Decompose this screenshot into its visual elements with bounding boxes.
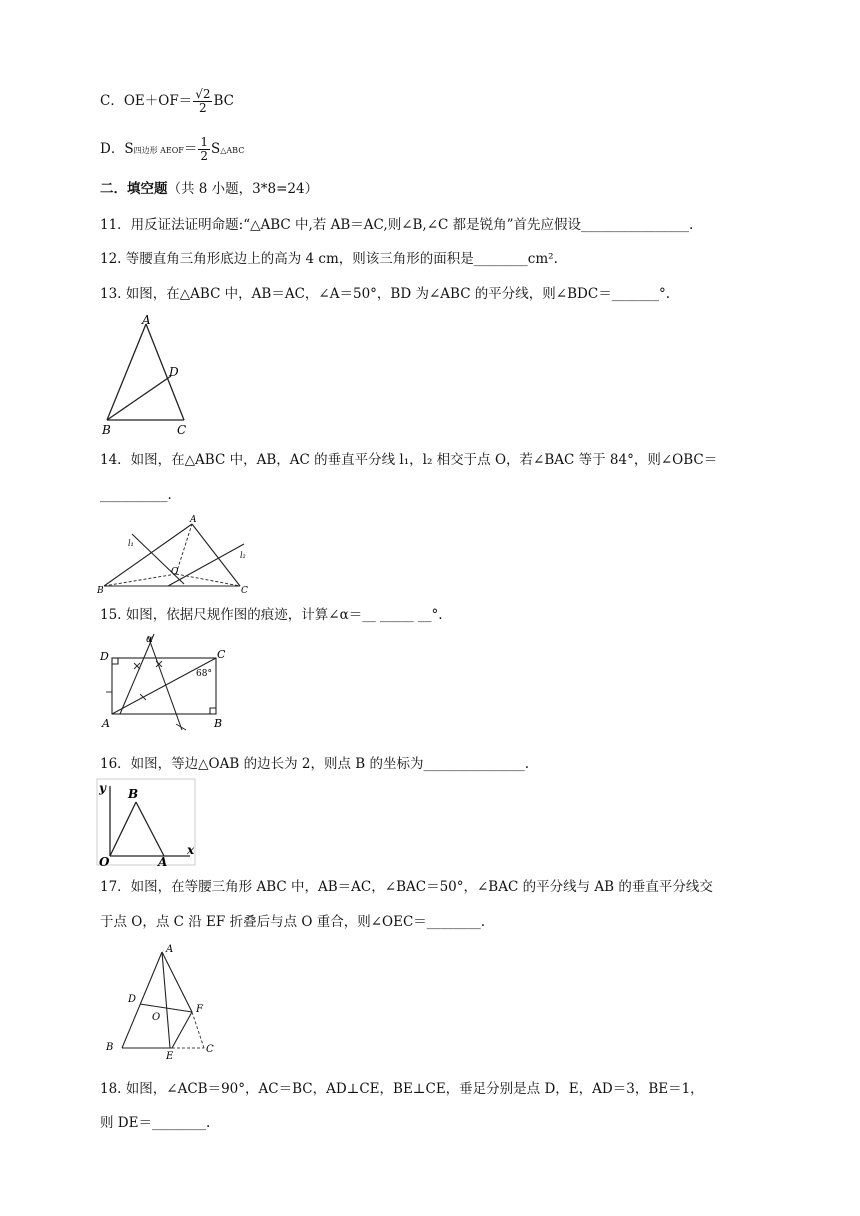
fig17-label-c: C [206,1044,214,1055]
fig16-label-x: x [187,843,195,857]
fig17-label-a: A [166,944,174,955]
option-d-numerator: 1 [200,135,208,149]
option-d-fraction [198,136,210,163]
option-d-sub2: △ABC [220,146,245,155]
option-c-numerator: √2 [195,87,211,101]
question-17-line1: 17．如图，在等腰三角形 ABC 中，AB＝AC，∠BAC＝50°，∠BAC 的平分线与 AB 的垂直平分线交 [100,879,713,895]
question-17-line2: 于点 O，点 C 沿 EF 折叠后与点 O 重合，则∠OEC＝________. [100,914,486,930]
fig14-label-a: A [190,515,197,525]
fig17-label-o: O [152,1012,161,1023]
section-heading [100,180,318,198]
fig14-label-l2: l₂ [240,551,246,560]
option-d-prefix: D．S [100,141,134,157]
figure-16 [96,778,198,868]
section-note: （共 8 小题，3*8=24） [167,181,319,197]
fig16-label-y: y [99,781,106,795]
fig16-label-o: O [99,855,110,868]
figure-13 [98,312,198,438]
fig15-label-a: A [102,717,110,730]
question-15: 15. 如图，依据尺规作图的痕迹，计算∠α＝__ _____ __°. [100,607,443,623]
fig14-label-o: O [171,567,179,577]
option-c-suffix: BC [213,93,234,109]
figure-15 [96,630,232,734]
question-13: 13. 如图，在△ABC 中，AB＝AC，∠A＝50°，BD 为∠ABC 的平分线，则∠BDC＝_______°. [100,286,670,302]
fig15-label-alpha: α [146,634,153,645]
fig14-label-c: C [241,586,248,596]
fig15-label-c: C [217,648,226,661]
option-d-suffix: S [211,141,221,157]
fig13-label-b: B [102,423,111,437]
option-c-denominator: 2 [199,101,207,115]
fig16-label-a: A [158,855,168,868]
fig15-label-d: D [100,650,109,663]
figure-14 [92,512,258,596]
section-title: 二．填空题 [100,181,168,197]
fig17-label-b: B [106,1042,114,1053]
fig17-label-f: F [196,1004,203,1015]
option-d-denominator: 2 [200,149,208,163]
option-c-prefix: C．OE＋OF＝ [100,93,193,109]
question-12: 12. 等腰直角三角形底边上的高为 4 cm，则该三角形的面积是________cm². [100,251,558,267]
fig15-label-angle: 68° [196,669,212,679]
fig13-label-d: D [169,365,179,379]
question-18-line1: 18. 如图，∠ACB＝90°，AC＝BC，AD⊥CE，BE⊥CE，垂足分别是点 D，E，AD＝3，BE＝1， [100,1081,704,1097]
question-14-line1: 14．如图，在△ABC 中，AB，AC 的垂直平分线 l₁，l₂ 相交于点 O，若∠BAC 等于 84°，则∠OBC＝ [100,452,718,468]
fig13-label-a: A [142,313,151,327]
option-c-fraction [193,88,212,115]
fig16-label-b: B [128,787,139,801]
option-c [100,88,234,115]
fig14-label-l1: l₁ [128,539,134,548]
fig17-label-e: E [166,1051,174,1060]
question-16: 16．如图，等边△OAB 的边长为 2，则点 B 的坐标为_______________. [100,756,530,772]
question-14-line2: __________. [100,487,172,503]
fig14-label-b: B [97,586,104,596]
fig17-label-d: D [128,994,137,1005]
option-d-mid: ＝ [183,141,198,157]
fig15-label-b: B [214,717,223,730]
option-d-sub1: 四边形 AEOF [133,146,184,155]
figure-17 [100,940,224,1060]
option-d [100,136,244,163]
question-11: 11．用反证法证明命题:“△ABC 中,若 AB＝AC,则∠B,∠C 都是锐角”首先应假设________________. [100,217,694,233]
fig13-label-c: C [177,423,187,437]
question-18-line2: 则 DE＝________. [100,1115,211,1131]
